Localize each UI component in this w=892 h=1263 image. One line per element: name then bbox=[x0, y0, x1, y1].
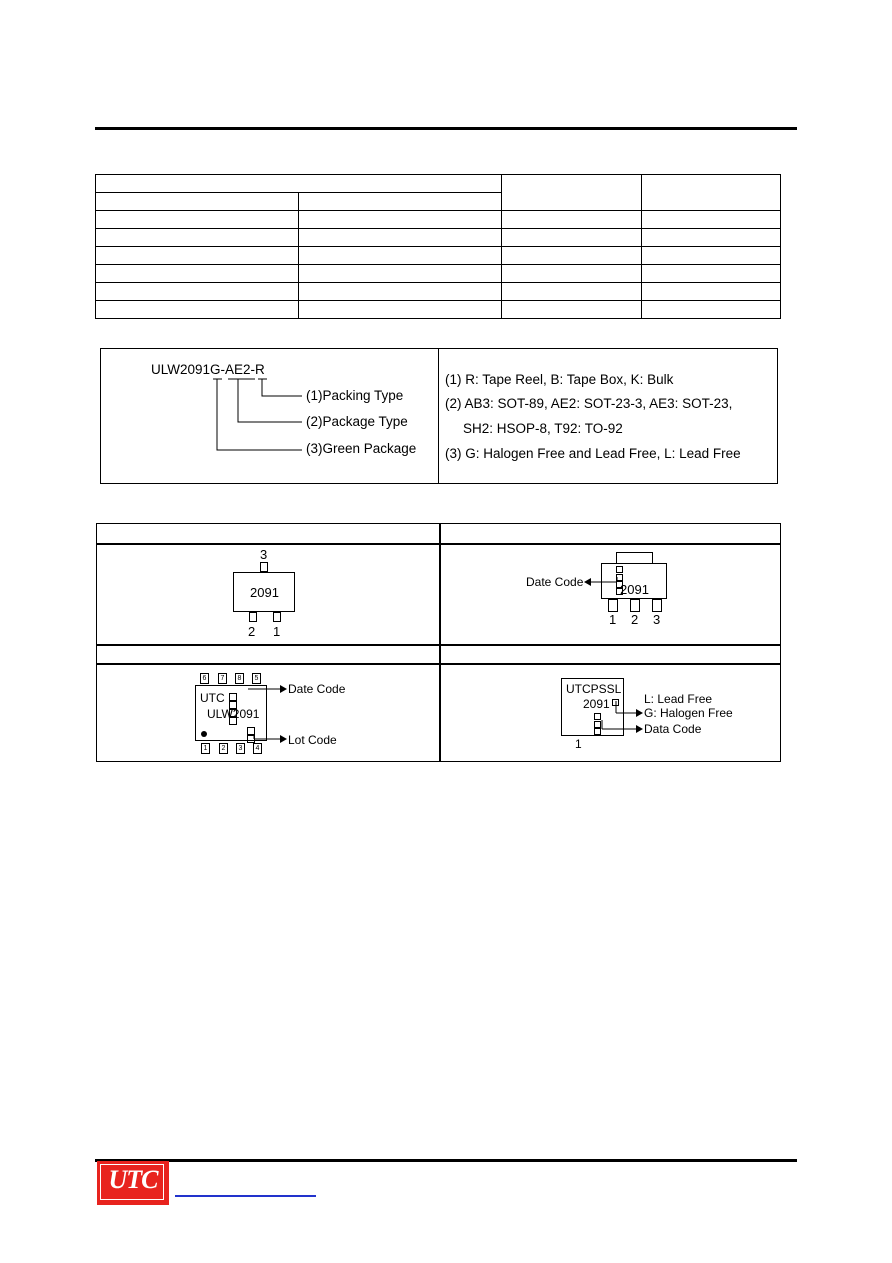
sot89-text: 2091 bbox=[620, 582, 649, 597]
sot23-text: 2091 bbox=[250, 585, 279, 600]
to92-line2: 2091 bbox=[583, 697, 610, 711]
package-type-label: (2)Package Type bbox=[306, 414, 408, 429]
hsop8-lot-code-label: Lot Code bbox=[288, 733, 337, 747]
green-description: (3) G: Halogen Free and Lead Free, L: Lead Free bbox=[445, 446, 741, 461]
arrow-left-icon bbox=[584, 576, 619, 588]
header-rule bbox=[95, 127, 797, 130]
package-description-cont: SH2: HSOP-8, T92: TO-92 bbox=[463, 421, 623, 436]
arrow-right-icon bbox=[240, 680, 290, 750]
table-row bbox=[96, 301, 781, 319]
sot23-pin-3: 3 bbox=[260, 547, 268, 562]
hsop8-pin: 7 bbox=[218, 673, 227, 684]
hsop8-date-code-label: Date Code bbox=[288, 682, 346, 696]
hsop8-pin: 4 bbox=[253, 743, 262, 754]
table-row bbox=[96, 211, 781, 229]
packing-type-label: (1)Packing Type bbox=[306, 388, 404, 403]
sot89-pin-1: 1 bbox=[609, 612, 617, 627]
to92-line1: UTCPSSL bbox=[566, 682, 622, 696]
sot89-pin-2: 2 bbox=[631, 612, 639, 627]
part-number-box bbox=[100, 348, 778, 484]
sot23-pin-1: 1 bbox=[273, 624, 281, 639]
ordering-table bbox=[95, 174, 781, 319]
table-row bbox=[96, 283, 781, 301]
halogen-free-legend: G: Halogen Free bbox=[644, 706, 733, 720]
pin1-dot-icon bbox=[201, 731, 207, 737]
table-row bbox=[96, 229, 781, 247]
website-link[interactable] bbox=[175, 1195, 316, 1197]
data-code-legend: Data Code bbox=[644, 722, 702, 736]
hsop8-utc-text: UTC bbox=[200, 691, 225, 705]
utc-logo-text: UTC bbox=[108, 1165, 158, 1194]
hsop8-part-text: ULW2091 bbox=[207, 707, 260, 721]
table-row bbox=[96, 247, 781, 265]
sot23-pin-2: 2 bbox=[248, 624, 256, 639]
footer-rule bbox=[95, 1159, 797, 1162]
to92-arrows bbox=[598, 700, 648, 736]
table-row bbox=[96, 265, 781, 283]
to92-pin-1: 1 bbox=[575, 737, 582, 751]
hsop8-pin: 8 bbox=[235, 673, 244, 684]
package-description: (2) AB3: SOT-89, AE2: SOT-23-3, AE3: SOT-23, bbox=[445, 396, 733, 411]
hsop8-pin: 2 bbox=[219, 743, 228, 754]
table-header-row bbox=[96, 175, 781, 193]
hsop8-pin: 1 bbox=[201, 743, 210, 754]
green-package-label: (3)Green Package bbox=[306, 441, 417, 456]
hsop8-pin: 6 bbox=[200, 673, 209, 684]
sot89-date-code-label: Date Code bbox=[526, 575, 584, 589]
packing-description: (1) R: Tape Reel, B: Tape Box, K: Bulk bbox=[445, 372, 674, 387]
hsop8-pin: 5 bbox=[252, 673, 261, 684]
sot89-pin-3: 3 bbox=[653, 612, 661, 627]
part-number-code: ULW2091G-AE2-R bbox=[151, 362, 265, 377]
hsop8-pin: 3 bbox=[236, 743, 245, 754]
utc-logo bbox=[97, 1161, 169, 1205]
lead-free-legend: L: Lead Free bbox=[644, 692, 713, 706]
